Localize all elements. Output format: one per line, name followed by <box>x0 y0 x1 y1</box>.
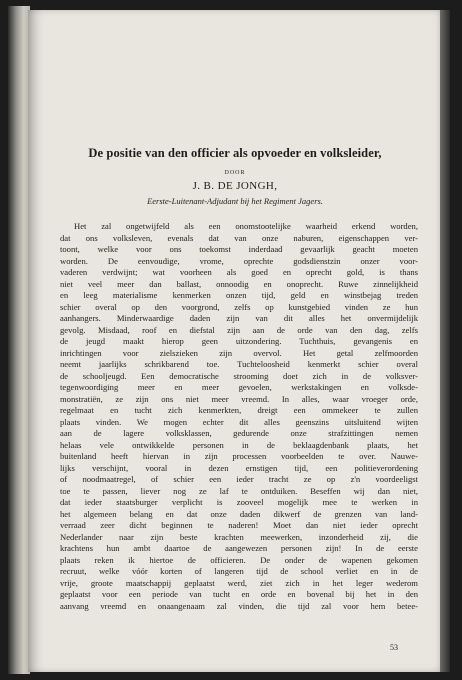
body-line: schier overal op den voorgrond, zelfs op kunstgebied vinden ze hun <box>60 301 418 312</box>
body-line: plaats vinden. We mogen echter dit alles geenszins uitsluitend wijten <box>60 416 418 427</box>
body-line: monstratiën, ze zijn ons niet meer vreemd. In alles, waar vroeger orde, <box>60 393 418 404</box>
body-line: de jeugd maakt hierop geen uitzondering. Tuchthuis, gevangenis en <box>60 336 418 346</box>
book-page <box>28 10 442 672</box>
body-line: dat ons volksleven, evenals dat van onze naburen, eigenschappen ver- <box>60 232 418 243</box>
body-line: of noodmaatregel, of schier een ieder tracht ze op z'n voordeeligst <box>60 474 418 484</box>
body-line: het algemeen belang en dat onze daden dikwerf de grenzen van land- <box>60 508 418 519</box>
author-rank: Eerste-Luitenant-Adjudant bij het Regiment Jagers. <box>147 196 323 206</box>
body-line: plaats reken ik hiertoe de officieren. De onder de wapenen gekomen <box>60 554 418 565</box>
body-line: aanhangers. Minderwaardige daden zijn van dit alles het onvermijdelijk <box>60 313 418 323</box>
page-number: 53 <box>390 643 398 652</box>
body-line: helaas vele ontwikkelde personen in de beklaagdenbank plaats, het <box>60 439 418 450</box>
body-text <box>60 221 418 612</box>
body-line: recruut, welke vóór korten of langeren tijd de school verliet en in de <box>60 566 418 576</box>
body-line: toont, welke voor ons toekomst inderdaad gevaarlijk geacht moeten <box>60 244 418 254</box>
body-line: neemt jaarlijks schrikbarend toe. Tuchteloosheid kenmerkt schier overal <box>60 359 418 369</box>
body-line: worden. De eenvoudige, vrome, oprechte godsdienstzin onzer voor- <box>60 255 418 266</box>
article-title: De positie van den officier als opvoeder en volksleider, <box>88 146 382 160</box>
book-spine <box>8 6 30 674</box>
byline-prefix: DOOR <box>224 170 246 176</box>
body-line: niet veel meer dan ballast, onnoodig en onoprecht. Ruwe zinnelijkheid <box>60 278 418 289</box>
body-line: dat ieder staatsburger verplicht is zooveel mogelijk mee te werken in <box>60 497 418 507</box>
body-line: geplaatst voor een periode van tucht en orde en bovenal bij het in den <box>60 589 418 599</box>
body-line: regelmaat en tucht zich kenmerkten, dreigt een ommekeer te zullen <box>60 405 418 415</box>
page-edge <box>440 10 450 672</box>
body-line: verraad zeer dicht beginnen te naderen! Moet dan niet ieder oprecht <box>60 520 418 530</box>
body-line: buitenland heeft hiervan in zijn processen voorbeelden te over. Nauwe- <box>60 451 418 461</box>
body-line: inrichtingen voor zielszieken zijn overvol. Het getal zelfmoorden <box>60 347 418 358</box>
author-name: J. B. DE JONGH, <box>192 180 278 192</box>
body-line: vaderen verdwijnt; wat voorheen als goed en oprecht gold, is thans <box>60 267 418 277</box>
body-line: Het zal ongetwijfeld als een onomstootelijke waarheid erkend worden, <box>74 221 418 231</box>
body-line: de schooljeugd. Een democratische strooming doet zich in de volksver- <box>60 370 418 381</box>
body-line: vrije, groote maatschappij geplaatst werd, ziet zich in het leger wederom <box>60 577 418 588</box>
body-line: toe te passen, liever nog ze laf te ontduiken. Beseffen wij dan niet, <box>60 485 418 496</box>
body-line: Nederlander naar zijn beste krachten meewerken, inzonderheid zij, die <box>60 531 418 542</box>
body-line: aan de lagere volksklassen, gedurende onze strafzittingen nemen <box>60 428 418 438</box>
body-line: aanvang vreemd en onaangenaam zal vinden, die tijd zal voor hem betee- <box>60 600 418 611</box>
body-line: en leeg materialisme kenmerken onzen tijd, geld en winstbejag treden <box>60 290 418 300</box>
body-line: tegenwoordiging meer en meer gevoelen, werkstakingen en volksde- <box>60 382 418 392</box>
body-line: gevolg. Misdaad, roof en diefstal zijn aan de orde van den dag, zelfs <box>60 324 418 335</box>
body-line: lijks verschijnt, vooral in dezen ernstigen tijd, een politieverordening <box>60 462 418 473</box>
body-line: krachtens hun ambt daartoe de aangewezen personen zijn! In de eerste <box>60 543 418 553</box>
